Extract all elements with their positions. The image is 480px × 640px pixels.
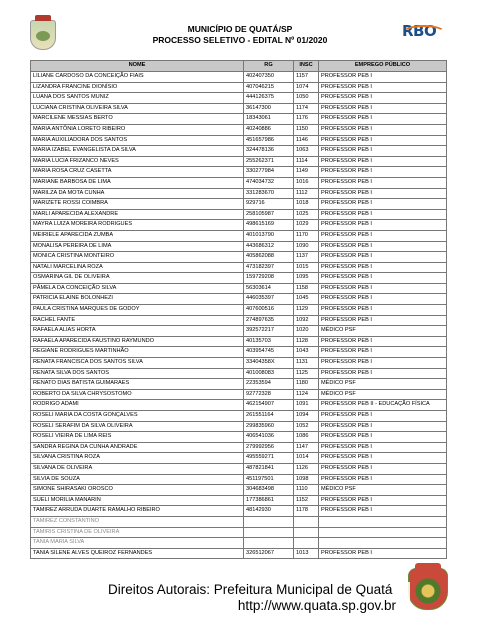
cell-nome: RAFAELA APARECIDA FAUSTINO RAYMUNDO	[31, 336, 244, 347]
cell-emprego: PROFESSOR PEB I	[319, 358, 447, 369]
cell-emprego: PROFESSOR PEB I	[319, 442, 447, 453]
cell-rg: 402407350	[244, 72, 294, 83]
cell-rg: 473182397	[244, 262, 294, 273]
cell-rg: 392572217	[244, 326, 294, 337]
table-row	[31, 199, 447, 210]
cell-insc: 1110	[294, 485, 319, 496]
cell-nome: MARIA AUXILIADORA DOS SANTOS	[31, 135, 244, 146]
cell-nome: PATRICIA ELAINE BOLONHEZI	[31, 294, 244, 305]
cell-rg: 159729208	[244, 273, 294, 284]
cell-rg: 407600516	[244, 305, 294, 316]
cell-rg: 495559271	[244, 453, 294, 464]
cell-rg: 451197501	[244, 474, 294, 485]
table-row	[31, 463, 447, 474]
cell-emprego: MÉDICO PSF	[319, 379, 447, 390]
cell-rg: 279992956	[244, 442, 294, 453]
cell-insc: 1146	[294, 135, 319, 146]
page-header	[0, 0, 480, 58]
cell-nome: MARCILENE MESSIAS BERTO	[31, 114, 244, 125]
cell-emprego: PROFESSOR PEB I	[319, 262, 447, 273]
cell-nome: RENATA SILVA DOS SANTOS	[31, 368, 244, 379]
cell-emprego: PROFESSOR PEB I	[319, 283, 447, 294]
table-row	[31, 188, 447, 199]
cell-insc: 1018	[294, 199, 319, 210]
cell-nome: SANDRA REGINA DA CUNHA ANDRADE	[31, 442, 244, 453]
candidates-table	[30, 60, 447, 559]
cell-insc: 1091	[294, 400, 319, 411]
cell-rg: 929716	[244, 199, 294, 210]
cell-insc: 1086	[294, 432, 319, 443]
cell-rg	[244, 538, 294, 549]
cell-nome: TANIA SILENE ALVES QUEIROZ FERNANDES	[31, 548, 244, 559]
watermark-copyright-text: Direitos Autorais: Prefeitura Municipal de Quatá	[108, 582, 393, 597]
cell-insc: 1170	[294, 230, 319, 241]
cell-emprego: PROFESSOR PEB I	[319, 72, 447, 83]
cell-rg: 401008083	[244, 368, 294, 379]
cell-nome: LILIANE CARDOSO DA CONCEIÇÃO FIAIS	[31, 72, 244, 83]
table-row	[31, 421, 447, 432]
cell-emprego: PROFESSOR PEB I	[319, 156, 447, 167]
cell-emprego: PROFESSOR PEB I	[319, 273, 447, 284]
cell-nome: SILVIA DE SOUZA	[31, 474, 244, 485]
table-row	[31, 230, 447, 241]
cell-insc: 1043	[294, 347, 319, 358]
cell-nome: MARIA ANTÔNIA LORETO RIBEIRO	[31, 124, 244, 135]
cell-nome: TANIA MARIA SILVA	[31, 538, 244, 549]
table-row	[31, 273, 447, 284]
table-row	[31, 432, 447, 443]
cell-nome: MEIRIELE APARECIDA ZUMBA	[31, 230, 244, 241]
cell-emprego: PROFESSOR PEB I	[319, 114, 447, 125]
cell-nome: TAMIREZ CONSTANTINO	[31, 516, 244, 527]
cell-emprego: PROFESSOR PEB I	[319, 241, 447, 252]
cell-emprego: PROFESSOR PEB I	[319, 368, 447, 379]
cell-emprego: PROFESSOR PEB I	[319, 495, 447, 506]
cell-rg: 405862088	[244, 252, 294, 263]
watermark-url-text: http://www.quata.sp.gov.br	[237, 598, 396, 613]
table-row	[31, 146, 447, 157]
cell-rg: 18343061	[244, 114, 294, 125]
table-row	[31, 527, 447, 538]
cell-insc: 1178	[294, 506, 319, 517]
cell-nome: MARLI APARECIDA ALEXANDRE	[31, 209, 244, 220]
cell-emprego: PROFESSOR PEB I	[319, 294, 447, 305]
cell-rg: 487821841	[244, 463, 294, 474]
cell-insc: 1152	[294, 495, 319, 506]
cell-rg: 406541036	[244, 432, 294, 443]
cell-insc: 1125	[294, 368, 319, 379]
rbo-logo	[402, 22, 446, 44]
cell-rg	[244, 516, 294, 527]
cell-rg: 324478136	[244, 146, 294, 157]
cell-insc: 1147	[294, 442, 319, 453]
cell-nome: LIZANDRA FRANCINE DIONÍSIO	[31, 82, 244, 93]
cell-emprego: PROFESSOR PEB I	[319, 315, 447, 326]
cell-rg: 462154907	[244, 400, 294, 411]
cell-emprego: PROFESSOR PEB I	[319, 347, 447, 358]
cell-nome: SIMONE SHIRASAKI OROSCO	[31, 485, 244, 496]
cell-rg: 299835960	[244, 421, 294, 432]
cell-rg: 401013790	[244, 230, 294, 241]
column-header-insc: INSC	[294, 61, 319, 72]
table-row	[31, 82, 447, 93]
table-row	[31, 516, 447, 527]
cell-nome: MARIA IZABEL EVANGELISTA DA SILVA	[31, 146, 244, 157]
column-header-rg: RG	[244, 61, 294, 72]
table-row	[31, 114, 447, 125]
cell-insc: 1158	[294, 283, 319, 294]
cell-insc: 1092	[294, 315, 319, 326]
table-row	[31, 538, 447, 549]
cell-emprego: PROFESSOR PEB I	[319, 220, 447, 231]
cell-insc: 1045	[294, 294, 319, 305]
cell-nome: MARIZETE ROSSI COIMBRA	[31, 199, 244, 210]
cell-nome: MARILZA DA MOTA CUNHA	[31, 188, 244, 199]
cell-insc: 1020	[294, 326, 319, 337]
cell-emprego: PROFESSOR PEB I	[319, 421, 447, 432]
cell-emprego: PROFESSOR PEB I	[319, 177, 447, 188]
cell-insc: 1174	[294, 103, 319, 114]
cell-nome: TAMIREZ ARRUDA DUARTE RAMALHO RIBEIRO	[31, 506, 244, 517]
cell-insc: 1124	[294, 389, 319, 400]
cell-emprego	[319, 538, 447, 549]
cell-rg: 331283670	[244, 188, 294, 199]
table-row	[31, 220, 447, 231]
cell-emprego: MÉDICO PSF	[319, 326, 447, 337]
cell-nome: RAFAELA ALIAS HORTA	[31, 326, 244, 337]
cell-insc: 1114	[294, 156, 319, 167]
table-row	[31, 474, 447, 485]
cell-insc: 1112	[294, 188, 319, 199]
cell-insc: 1176	[294, 114, 319, 125]
table-row	[31, 124, 447, 135]
cell-emprego: PROFESSOR PEB I	[319, 453, 447, 464]
table-row	[31, 506, 447, 517]
cell-emprego: PROFESSOR PEB II - EDUCAÇÃO FÍSICA	[319, 400, 447, 411]
cell-insc: 1131	[294, 358, 319, 369]
cell-rg: 451657986	[244, 135, 294, 146]
table-row	[31, 156, 447, 167]
column-header-nome: NOME	[31, 61, 244, 72]
table-row	[31, 548, 447, 559]
cell-emprego: PROFESSOR PEB I	[319, 463, 447, 474]
cell-insc: 1025	[294, 209, 319, 220]
cell-insc: 1050	[294, 93, 319, 104]
table-row	[31, 442, 447, 453]
table-row	[31, 453, 447, 464]
cell-rg: 446035397	[244, 294, 294, 305]
table-row	[31, 336, 447, 347]
cell-insc: 1137	[294, 252, 319, 263]
cell-nome: SILVANA DE OLIVEIRA	[31, 463, 244, 474]
cell-nome: PÂMELA DA CONCEIÇÃO SILVA	[31, 283, 244, 294]
cell-insc	[294, 516, 319, 527]
cell-rg: 56303614	[244, 283, 294, 294]
table-body	[31, 72, 447, 559]
cell-emprego: PROFESSOR PEB I	[319, 432, 447, 443]
cell-nome: MARIANE BARBOSA DE LIMA	[31, 177, 244, 188]
cell-nome: RACHEL FANTE	[31, 315, 244, 326]
cell-rg: 498615169	[244, 220, 294, 231]
cell-nome: MARIA ROSA CRUZ CASETTA	[31, 167, 244, 178]
table-row	[31, 103, 447, 114]
cell-emprego: PROFESSOR PEB I	[319, 506, 447, 517]
table-row	[31, 379, 447, 390]
cell-nome: ROSELI VIEIRA DE LIMA REIS	[31, 432, 244, 443]
cell-emprego: PROFESSOR PEB I	[319, 82, 447, 93]
table-row	[31, 209, 447, 220]
cell-nome: RODRIGO ADAMI	[31, 400, 244, 411]
cell-insc	[294, 538, 319, 549]
cell-emprego: PROFESSOR PEB I	[319, 188, 447, 199]
cell-emprego: PROFESSOR PEB I	[319, 199, 447, 210]
cell-rg	[244, 527, 294, 538]
cell-rg: 40135703	[244, 336, 294, 347]
cell-emprego: PROFESSOR PEB I	[319, 305, 447, 316]
table-row	[31, 283, 447, 294]
table-row	[31, 241, 447, 252]
cell-insc: 1095	[294, 273, 319, 284]
cell-nome: SILVANA CRISTINA ROZA	[31, 453, 244, 464]
cell-rg: 255262371	[244, 156, 294, 167]
cell-rg: 330277984	[244, 167, 294, 178]
rbo-logo-text: RBO	[402, 22, 437, 40]
cell-insc: 1074	[294, 82, 319, 93]
cell-nome: PAULA CRISTINA MARQUES DE GODOY	[31, 305, 244, 316]
cell-nome: MONICA CRISTINA MONTEIRO	[31, 252, 244, 263]
cell-insc: 1150	[294, 124, 319, 135]
table-header-row	[31, 61, 447, 72]
cell-nome: RENATO DIAS BATISTA GUIMARAES	[31, 379, 244, 390]
cell-insc: 1128	[294, 336, 319, 347]
cell-emprego: PROFESSOR PEB I	[319, 336, 447, 347]
cell-rg: 33404358X	[244, 358, 294, 369]
cell-rg: 36147300	[244, 103, 294, 114]
rbo-swoosh-icon	[402, 25, 446, 41]
table-row	[31, 72, 447, 83]
cell-insc: 1098	[294, 474, 319, 485]
cell-rg: 474034732	[244, 177, 294, 188]
cell-insc: 1015	[294, 262, 319, 273]
cell-insc: 1157	[294, 72, 319, 83]
cell-insc: 1063	[294, 146, 319, 157]
cell-rg: 177386861	[244, 495, 294, 506]
cell-insc: 1052	[294, 421, 319, 432]
table-row	[31, 347, 447, 358]
cell-emprego: PROFESSOR PEB I	[319, 474, 447, 485]
cell-nome: LUANA DOS SANTOS MUNIZ	[31, 93, 244, 104]
table-row	[31, 252, 447, 263]
cell-insc: 1094	[294, 411, 319, 422]
cell-rg: 443686312	[244, 241, 294, 252]
table-row	[31, 305, 447, 316]
cell-insc	[294, 527, 319, 538]
cell-rg: 403954745	[244, 347, 294, 358]
cell-rg: 304683498	[244, 485, 294, 496]
cell-rg: 92772328	[244, 389, 294, 400]
process-title: PROCESSO SELETIVO - EDITAL Nº 01/2020	[152, 35, 328, 45]
cell-nome: REGIANE RODRIGUES MARTINHÃO	[31, 347, 244, 358]
cell-insc: 1029	[294, 220, 319, 231]
table-row	[31, 167, 447, 178]
table-row	[31, 389, 447, 400]
cell-emprego: PROFESSOR PEB I	[319, 411, 447, 422]
table-row	[31, 358, 447, 369]
cell-rg: 258105987	[244, 209, 294, 220]
cell-nome: MAYRA LUIZA MOREIRA RODRIGUES	[31, 220, 244, 231]
cell-emprego: PROFESSOR PEB I	[319, 93, 447, 104]
cell-rg: 261551164	[244, 411, 294, 422]
cell-insc: 1013	[294, 548, 319, 559]
cell-emprego	[319, 516, 447, 527]
cell-emprego: PROFESSOR PEB I	[319, 167, 447, 178]
cell-rg: 48142930	[244, 506, 294, 517]
cell-rg: 407046215	[244, 82, 294, 93]
cell-emprego: PROFESSOR PEB I	[319, 252, 447, 263]
cell-emprego: PROFESSOR PEB I	[319, 103, 447, 114]
cell-insc: 1090	[294, 241, 319, 252]
cell-rg: 444126375	[244, 93, 294, 104]
table-row	[31, 262, 447, 273]
cell-rg: 274897635	[244, 315, 294, 326]
cell-rg: 326512067	[244, 548, 294, 559]
cell-nome: ROSELI SERAFIM DA SILVA OLIVEIRA	[31, 421, 244, 432]
cell-nome: MONALISA PEREIRA DE LIMA	[31, 241, 244, 252]
cell-insc: 1129	[294, 305, 319, 316]
cell-rg: 22353594	[244, 379, 294, 390]
table-row	[31, 315, 447, 326]
table-row	[31, 326, 447, 337]
cell-emprego: PROFESSOR PEB I	[319, 135, 447, 146]
cell-nome: RENATA FRANCISCA DOS SANTOS SILVA	[31, 358, 244, 369]
cell-emprego: PROFESSOR PEB I	[319, 209, 447, 220]
cell-nome: ROSELI MARIA DA COSTA GONÇALVES	[31, 411, 244, 422]
cell-emprego: MÉDICO PSF	[319, 485, 447, 496]
table-row	[31, 93, 447, 104]
cell-nome: SUELI MORILIA MANARIN	[31, 495, 244, 506]
table-row	[31, 368, 447, 379]
column-header-emprego: EMPREGO PÚBLICO	[319, 61, 447, 72]
cell-emprego	[319, 527, 447, 538]
table-row	[31, 411, 447, 422]
copyright-watermark	[106, 582, 410, 614]
cell-rg: 40240886	[244, 124, 294, 135]
cell-emprego: MÉDICO PSF	[319, 389, 447, 400]
table-row	[31, 400, 447, 411]
table-row	[31, 177, 447, 188]
cell-emprego: PROFESSOR PEB I	[319, 230, 447, 241]
table-row	[31, 495, 447, 506]
cell-emprego: PROFESSOR PEB I	[319, 124, 447, 135]
cell-insc: 1126	[294, 463, 319, 474]
table-row	[31, 485, 447, 496]
cell-nome: MARIA LUCIA FRIZANCO NEVES	[31, 156, 244, 167]
table-row	[31, 135, 447, 146]
cell-insc: 1016	[294, 177, 319, 188]
cell-insc: 1180	[294, 379, 319, 390]
cell-insc: 1014	[294, 453, 319, 464]
municipality-title: MUNICÍPIO DE QUATÁ/SP	[187, 24, 293, 34]
cell-nome: OSMARINA GIL DE OLIVEIRA	[31, 273, 244, 284]
city-seal-icon	[408, 568, 448, 610]
cell-nome: ROBERTO DA SILVA CHRYSOSTOMO	[31, 389, 244, 400]
cell-nome: NATALI MARCELINA ROZA	[31, 262, 244, 273]
cell-nome: TAMIRIS CRISTINA DE OLIVEIRA	[31, 527, 244, 538]
cell-nome: LUCIANA CRISTINA OLIVEIRA SILVA	[31, 103, 244, 114]
cell-emprego: PROFESSOR PEB I	[319, 548, 447, 559]
table-row	[31, 294, 447, 305]
cell-insc: 1149	[294, 167, 319, 178]
cell-emprego: PROFESSOR PEB I	[319, 146, 447, 157]
